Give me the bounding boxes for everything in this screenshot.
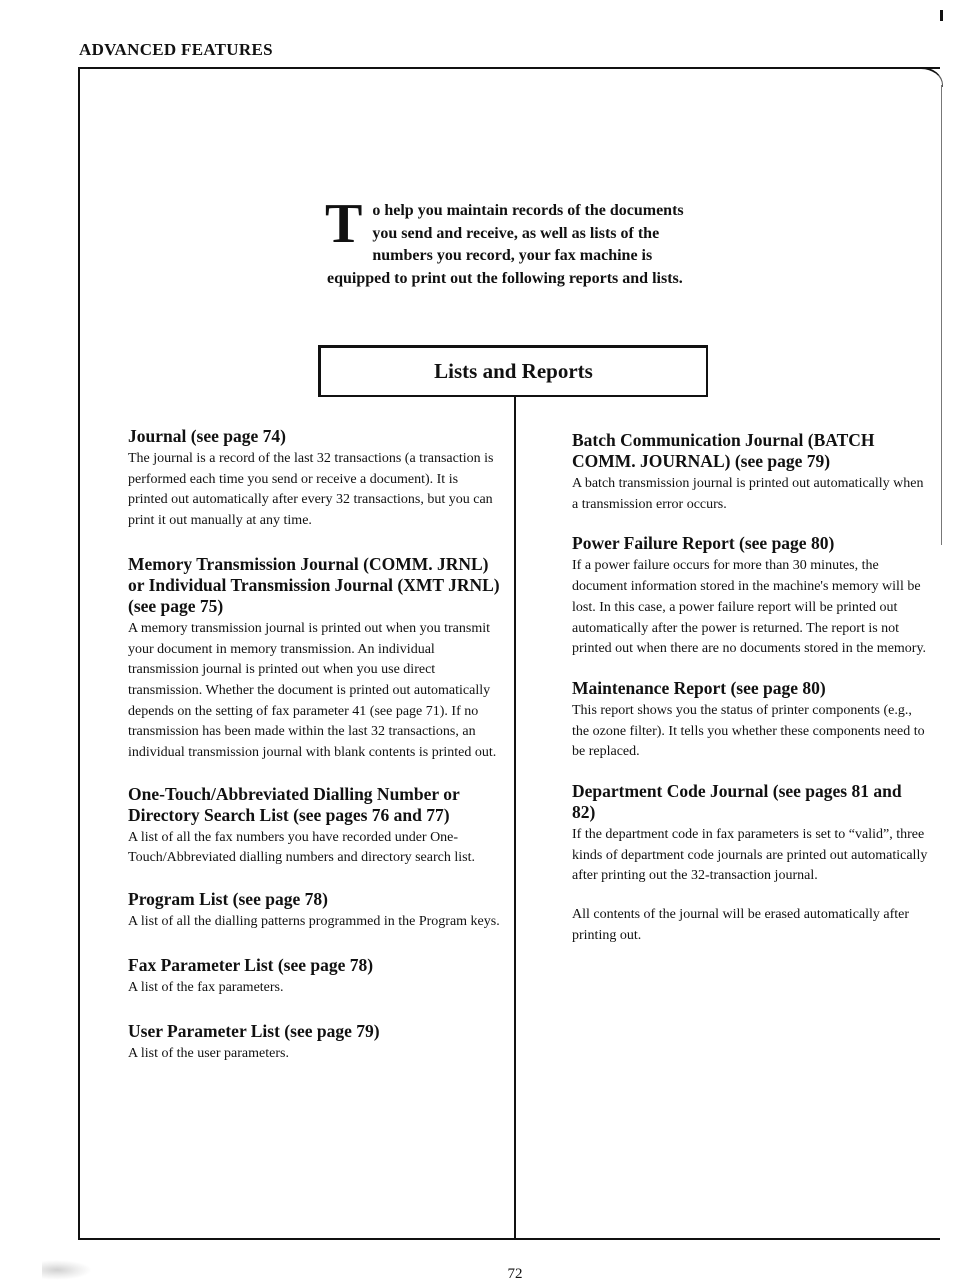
section-fax-parameter-list xyxy=(128,955,500,999)
top-rule xyxy=(78,67,940,69)
banner-title: Lists and Reports xyxy=(434,359,593,383)
section-heading: Program List (see page 78) xyxy=(128,889,328,910)
left-rule xyxy=(78,67,80,1239)
section-body: A list of all the fax numbers you have recorded under One-Touch/Abbreviated dialling numbers and directory search list. xyxy=(128,829,475,866)
section-user-parameter-list xyxy=(128,1021,500,1065)
section-body: A list of the user parameters. xyxy=(128,1045,289,1061)
section-heading: Department Code Journal (see pages 81 and 82) xyxy=(572,781,902,823)
page-header: ADVANCED FEATURES xyxy=(79,40,273,59)
section-heading: Fax Parameter List (see page 78) xyxy=(128,954,374,975)
page-number: 72 xyxy=(507,1266,523,1282)
section-banner xyxy=(318,345,708,397)
section-department-code-journal xyxy=(572,781,928,887)
drop-cap: T xyxy=(325,193,363,255)
section-body: If the department code in fax parameters is set to “valid”, three kinds of department code journals are printed out automatically after printing out the 32-transaction journal. xyxy=(572,827,928,884)
section-memory-transmission-journal xyxy=(128,554,500,764)
intro-paragraph xyxy=(325,193,687,290)
section-body: A batch transmission journal is printed out automatically when a transmission error occurs. xyxy=(572,476,924,512)
intro-text: o help you maintain records of the documents you send and receive, as well as lists of the numbers you record, your fax machine is equipped to print out the following reports and lists. xyxy=(327,202,684,287)
right-rule xyxy=(941,85,942,545)
right-column xyxy=(572,430,928,947)
section-power-failure-report xyxy=(572,533,928,660)
section-body: This report shows you the status of printer components (e.g., the ozone filter). It tells you whether these components need to be replaced. xyxy=(572,702,925,760)
section-body: The journal is a record of the last 32 transactions (a transaction is performed each time you send or receive a document). It is printed out automatically after every 32 transactions, but you can print it out manually at any time. xyxy=(128,451,494,529)
journal-erase-note: All contents of the journal will be erased automatically after printing out. xyxy=(572,907,910,943)
section-program-list xyxy=(128,889,500,933)
section-body: If a power failure occurs for more than 30 minutes, the document information stored in the machine's memory will be lost. In this case, a power failure report will be printed out automatically after the power is returned. The report is not printed out when there are no documents stored in the memory. xyxy=(572,558,927,657)
section-heading: Memory Transmission Journal (COMM. JRNL) or Individual Transmission Journal (XMT JRNL) (see page 75) xyxy=(128,553,500,616)
column-divider xyxy=(514,396,516,1239)
section-body: A list of all the dialling patterns programmed in the Program keys. xyxy=(128,914,500,930)
section-heading: User Parameter List (see page 79) xyxy=(128,1020,380,1041)
section-batch-communication-journal xyxy=(572,430,928,515)
section-heading: Journal (see page 74) xyxy=(128,426,286,446)
section-body: A memory transmission journal is printed out when you transmit your document in memory transmission. An individual transmission journal is printed out when you use direct transmission. Whether the document is printed out automatically depends on the setting of fax parameter 41 (see page 71). If no transmission has been made within the last 32 transactions, an individual transmission journal with blank contents is printed out. xyxy=(128,620,497,761)
section-heading: Maintenance Report (see page 80) xyxy=(572,677,826,698)
section-heading: Batch Communication Journal (BATCH COMM. JOURNAL) (see page 79) xyxy=(572,430,875,471)
section-body: A list of the fax parameters. xyxy=(128,979,284,995)
section-heading: Power Failure Report (see page 80) xyxy=(572,533,835,554)
section-one-touch-list xyxy=(128,784,500,869)
top-rule-corner xyxy=(915,67,943,87)
section-maintenance-report xyxy=(572,678,928,763)
section-heading: One-Touch/Abbreviated Dialling Number or Directory Search List (see pages 76 and 77) xyxy=(128,783,460,825)
bottom-rule xyxy=(78,1238,940,1240)
left-column xyxy=(128,426,500,1080)
margin-mark xyxy=(940,10,943,21)
section-journal xyxy=(128,426,500,532)
